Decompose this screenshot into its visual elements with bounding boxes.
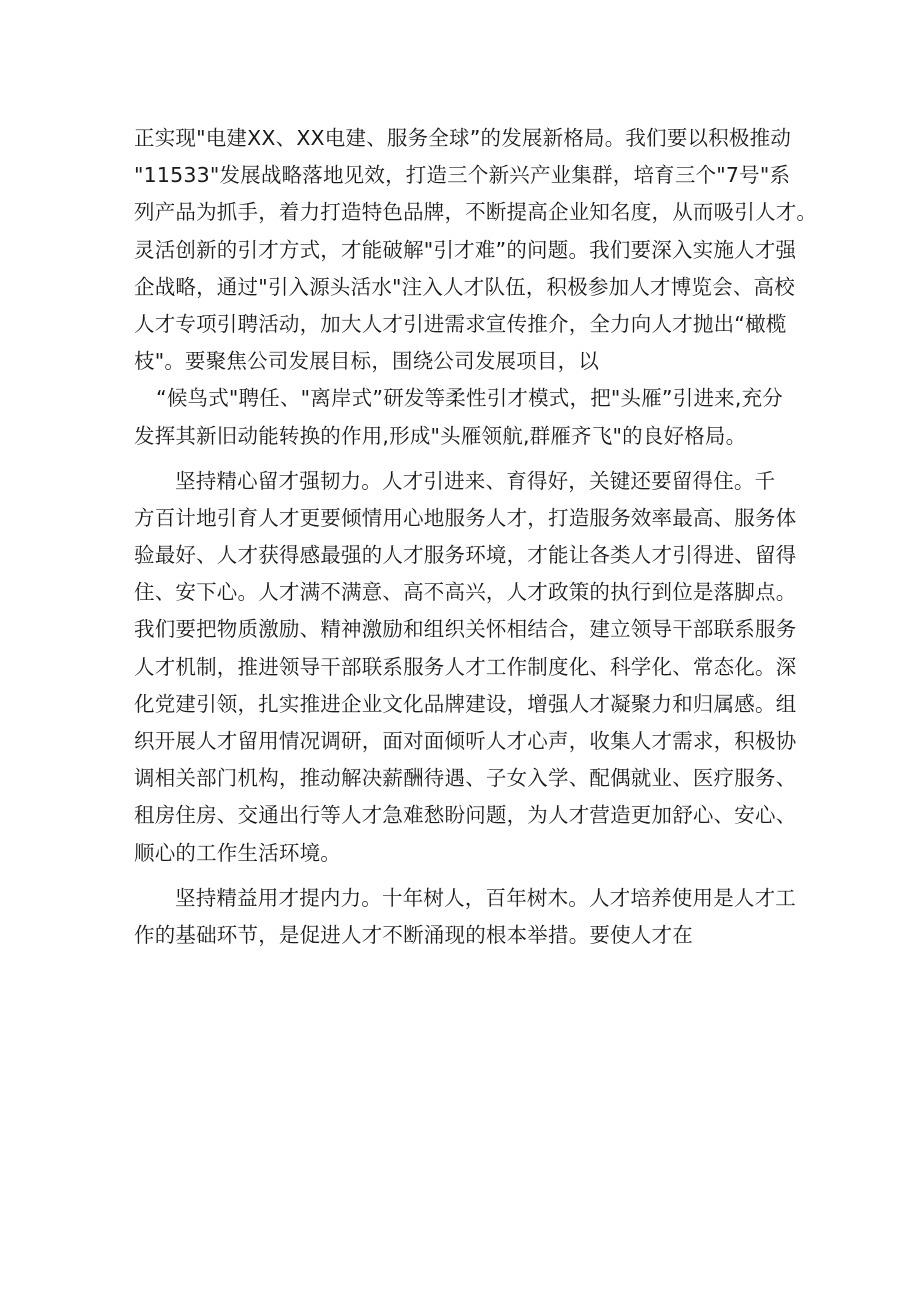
text-line: 灵活创新的引才方式，才能破解"引才难”的问题。我们要深入实施人才强 bbox=[134, 237, 797, 262]
text-line: 发挥其新旧动能转换的作用,形成"头雁领航,群雁齐飞"的良好格局。 bbox=[134, 423, 747, 448]
text-line: "11533"发展战略落地见效，打造三个新兴产业集群，培育三个"7号"系 bbox=[134, 163, 791, 188]
text-line: 人才机制，推进领导干部联系服务人才工作制度化、科学化、常态化。深 bbox=[134, 654, 797, 679]
paragraph-first-line: 坚持精益用才提内力。十年树人，百年树木。人才培养使用是人才工 bbox=[175, 885, 796, 910]
text-line: 人才专项引聘活动，加大人才引进需求宣传推介，全力向人才抛出“橄榄 bbox=[134, 311, 787, 336]
document-body bbox=[134, 120, 818, 954]
text-line: 调相关部门机构，推动解决薪酬待遇、子女入学、配偶就业、医疗服务、 bbox=[134, 766, 797, 791]
text-line: 作的基础环节，是促进人才不断涌现的根本举措。要使人才在 bbox=[134, 922, 693, 947]
text-line: 织开展人才留用情况调研，面对面倾听人才心声，收集人才需求，积极协 bbox=[134, 729, 797, 753]
text-line: 方百计地引育人才更要倾情用心地服务人才，打造服务效率最高、服务体 bbox=[134, 505, 797, 530]
text-line: 租房住房、交通出行等人才急难愁盼问题，为人才营造更加舒心、安心、 bbox=[134, 803, 797, 828]
text-line: 化党建引领，扎实推进企业文化品牌建设，增强人才凝聚力和归属感。组 bbox=[134, 691, 797, 716]
text-line: 我们要把物质激励、精神激励和组织关怀相结合，建立领导干部联系服务 bbox=[134, 617, 797, 642]
text-line: 枝"。要聚焦公司发展目标，围绕公司发展项目，以 bbox=[134, 349, 600, 374]
text-line: 列产品为抓手，着力打造特色品牌，不断提高企业知名度，从而吸引人才。 bbox=[134, 200, 818, 225]
text-line: 住、安下心。人才满不满意、高不高兴，人才政策的执行到位是落脚点。 bbox=[134, 580, 797, 605]
text-line: 顺心的工作生活环境。 bbox=[134, 840, 341, 865]
paragraph-first-line: 坚持精心留才强韧力。人才引进来、育得好，关键还要留得住。千 bbox=[175, 468, 776, 493]
text-line: 企战略，通过"引入源头活水"注入人才队伍，积极参加人才博览会、高校 bbox=[134, 274, 795, 299]
text-line: 验最好、人才获得感最强的人才服务环境，才能让各类人才引得进、留得 bbox=[134, 543, 797, 568]
text-line: “候鸟式"聘任、"离岸式”研发等柔性引才模式，把"头雁”引进来,充分 bbox=[156, 386, 783, 411]
text-line: 正实现"电建XX、XX电建、服务全球”的发展新格局。我们要以积极推动 bbox=[134, 126, 792, 150]
